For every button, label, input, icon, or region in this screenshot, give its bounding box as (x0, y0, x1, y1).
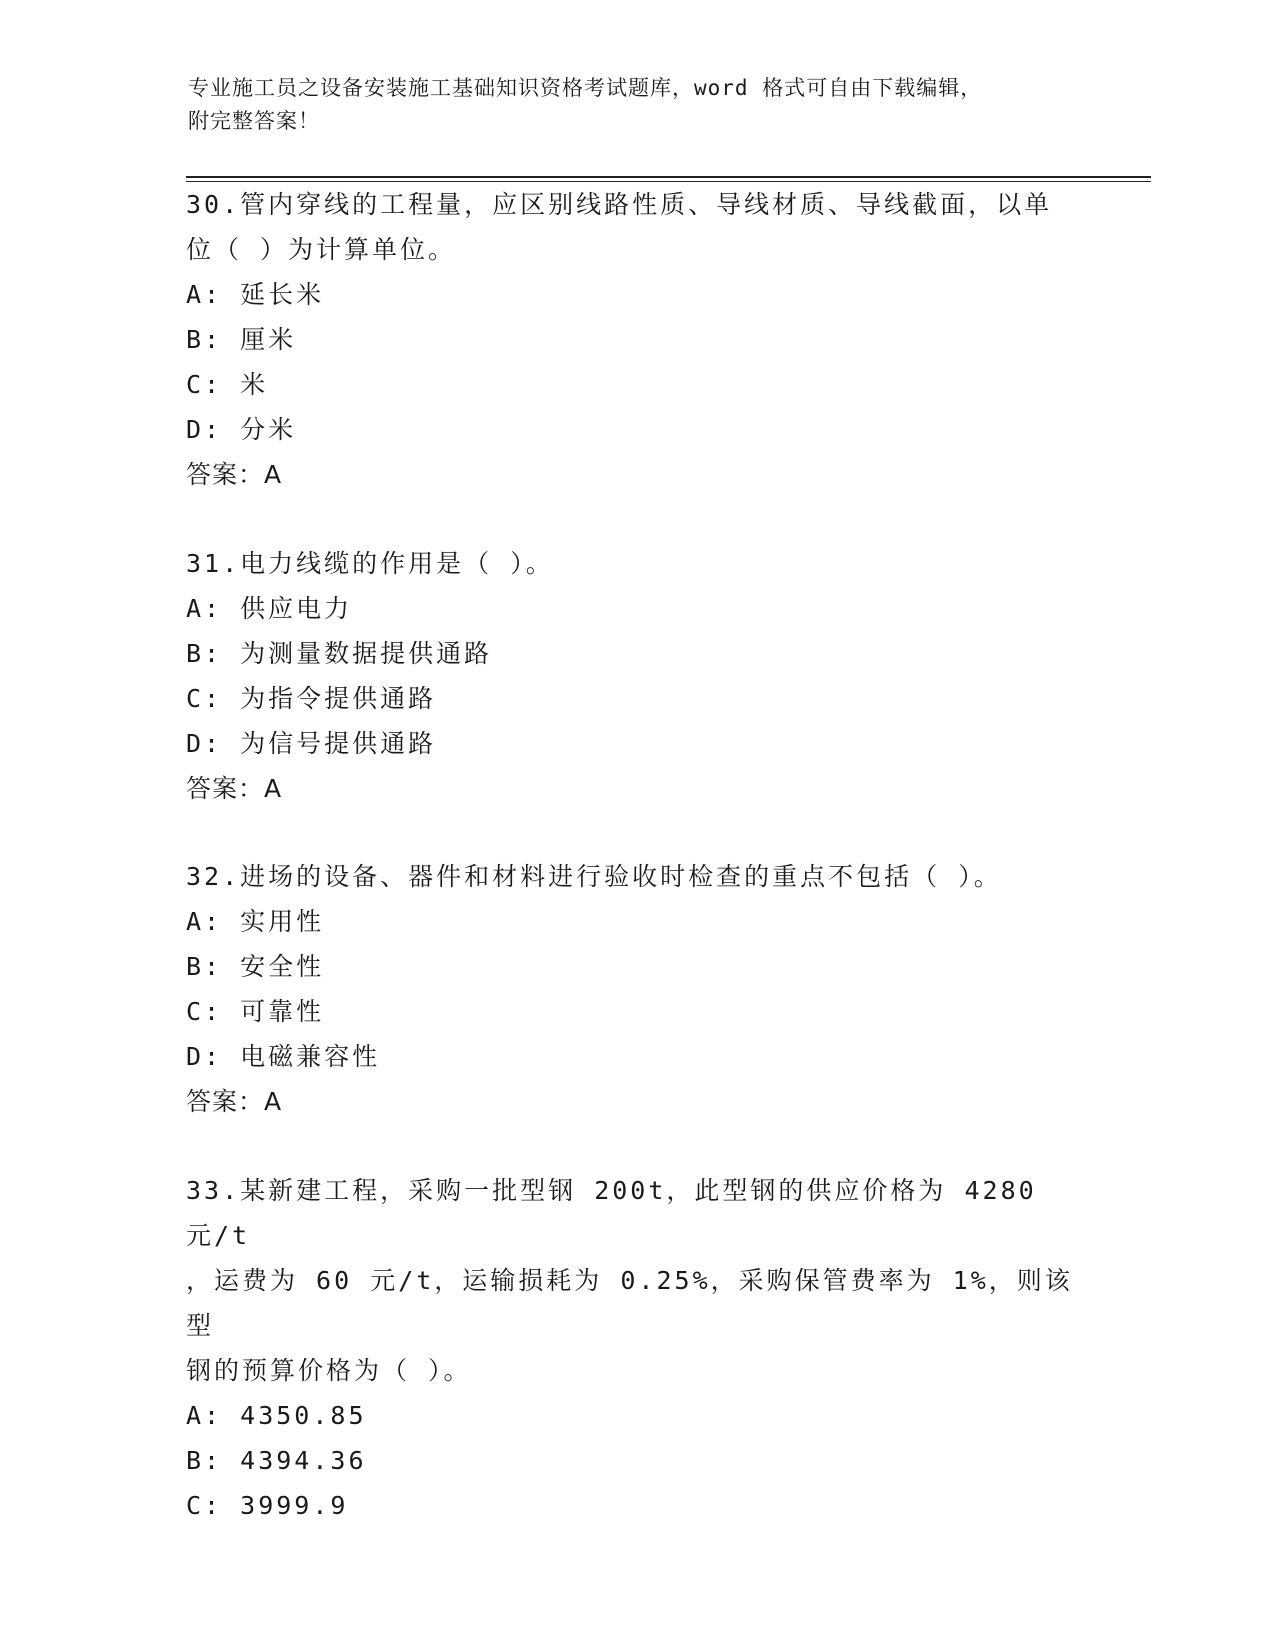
question-stem-line: 31.电力线缆的作用是（ ）。 (186, 549, 554, 578)
question-stem-line: 30.管内穿线的工程量，应区别线路性质、导线材质、导线截面，以单 (186, 190, 1053, 219)
option-a: A: 供应电力 (186, 594, 353, 623)
header-line-2: 附完整答案！ (188, 109, 320, 133)
header-divider-thick (186, 176, 1151, 178)
answer-line: 答案：A (186, 774, 283, 803)
question-31 (186, 541, 1086, 811)
option-b: B: 为测量数据提供通路 (186, 639, 493, 668)
answer-line: 答案：A (186, 460, 283, 489)
option-c: C: 3999.9 (186, 1491, 349, 1520)
header-line-1: 专业施工员之设备安装施工基础知识资格考试题库，word 格式可自由下载编辑， (188, 76, 983, 100)
option-a: A: 4350.85 (186, 1401, 367, 1430)
question-stem-line: 位（ ）为计算单位。 (186, 235, 457, 264)
document-header (188, 72, 1068, 138)
question-30 (186, 182, 1086, 497)
option-b: B: 厘米 (186, 325, 297, 354)
question-stem-line: 33.某新建工程，采购一批型钢 200t，此型钢的供应价格为 4280 元/t (186, 1176, 1037, 1250)
question-stem-line: 32.进场的设备、器件和材料进行验收时检查的重点不包括（ ）。 (186, 862, 1002, 891)
option-b: B: 4394.36 (186, 1446, 367, 1475)
option-a: A: 实用性 (186, 907, 325, 936)
question-stem-line: 钢的预算价格为（ ）。 (186, 1356, 472, 1385)
option-c: C: 为指令提供通路 (186, 684, 437, 713)
question-stem-line: ，运费为 60 元/t，运输损耗为 0.25%，采购保管费率为 1%，则该型 (186, 1266, 1073, 1340)
answer-line: 答案：A (186, 1087, 283, 1116)
option-c: C: 米 (186, 370, 269, 399)
option-d: D: 电磁兼容性 (186, 1042, 381, 1071)
option-b: B: 安全性 (186, 952, 325, 981)
option-c: C: 可靠性 (186, 997, 325, 1026)
option-d: D: 为信号提供通路 (186, 729, 437, 758)
option-d: D: 分米 (186, 415, 297, 444)
option-a: A: 延长米 (186, 280, 325, 309)
question-33 (186, 1168, 1086, 1528)
question-32 (186, 854, 1086, 1124)
